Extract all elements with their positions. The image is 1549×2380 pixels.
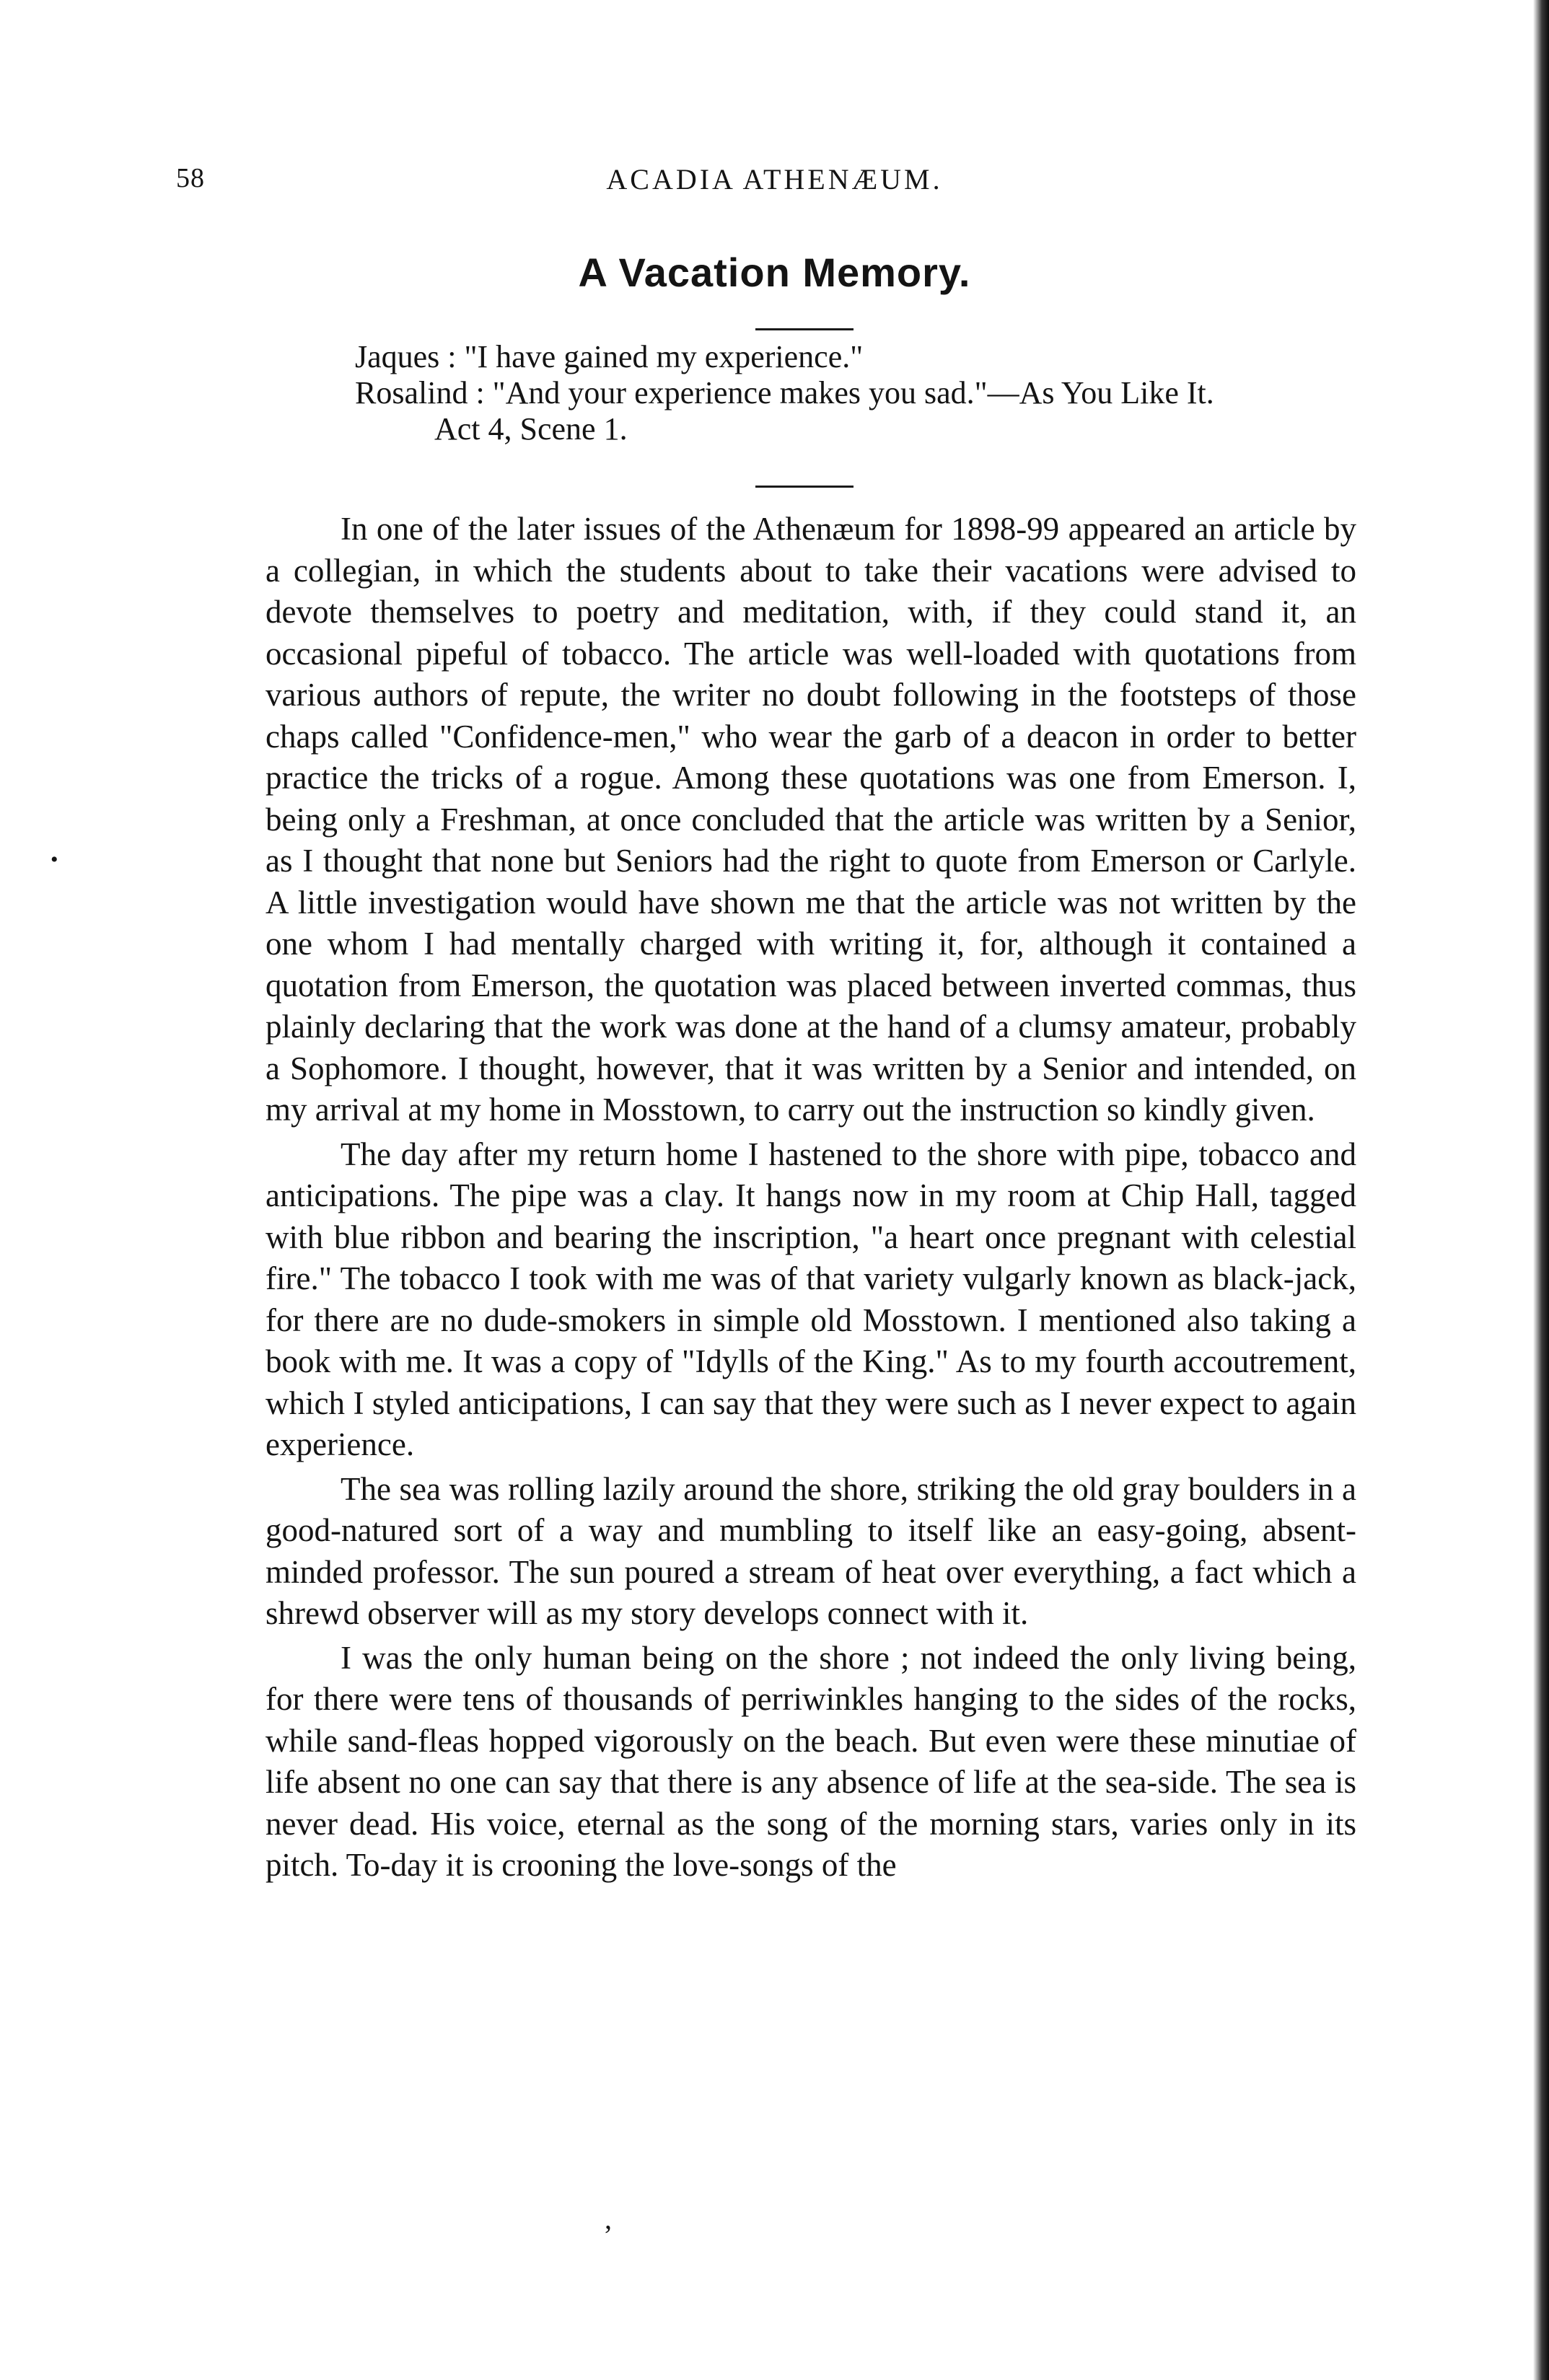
running-head: ACADIA ATHENÆUM.	[606, 163, 943, 196]
article-body	[266, 509, 1356, 1889]
paragraph: The sea was rolling lazily around the shore, striking the old gray boulders in a good-natured sort of a way and mumbling to itself like an easy-going, absent-minded professor. The sun poured a stream of heat over everything, a fact which a shrewd observer will as my story develops connect with it.	[266, 1470, 1356, 1631]
epigraph-line-jaques: Jaques : "I have gained my experience."	[355, 339, 864, 374]
article-title: A Vacation Memory.	[578, 250, 971, 295]
paragraph: The day after my return home I hastened to the shore with pipe, tobacco and anticipations. The pipe was a clay. It hangs now in my room at Chip Hall, tagged with blue ribbon and bearing the inscription, "a heart once pregnant with celestial fire." The tobacco I took with me was of that variety vulgarly known as black-jack, for there are no dude-smokers in simple old Mosstown. I mentioned also taking a book with me. It was a copy of "Idylls of the King." As to my fourth accoutrement, which I styled anticipations, I can say that they were such as I never expect to again experience.	[266, 1136, 1356, 1462]
epigraph-rule	[755, 486, 854, 488]
epigraph	[355, 339, 1365, 447]
epigraph-line-rosalind: Rosalind : "And your experience makes you sad."—As You Like It.	[355, 375, 1214, 410]
epigraph-citation: Act 4, Scene 1.	[434, 411, 628, 447]
bottom-mark: ,	[605, 2203, 612, 2235]
title-rule	[755, 328, 854, 330]
margin-mark: •	[51, 848, 58, 871]
paragraph: I was the only human being on the shore ; not indeed the only living being, for there were tens of thousands of perriwinkles hanging to the sides of the rocks, while sand-fleas hopped vigorously on the beach. But even were these minutiae of life absent no one can say that there is any absence of life at the sea-side. The sea is never dead. His voice, eternal as the song of the morning stars, varies only in its pitch. To-day it is crooning the love-songs of the	[266, 1639, 1356, 1883]
page-edge-shadow	[1533, 0, 1549, 2380]
paragraph: In one of the later issues of the Athenæum for 1898-99 appeared an article by a collegian, in which the students about to take their vacations were advised to devote themselves to poetry and meditation, with, if they could stand it, an occasional pipeful of tobacco. The article was well-loaded with quotations from various authors of repute, the writer no doubt following in the footsteps of those chaps called "Confidence-men," who wear the garb of a deacon in order to better practice the tricks of a rogue. Among these quotations was one from Emerson. I, being only a Freshman, at once concluded that the article was written by a Senior, as I thought that none but Seniors had the right to quote from Emerson or Carlyle. A little investigation would have shown me that the article was not written by the one whom I had mentally charged with writing it, for, although it contained a quotation from Emerson, the quotation was placed between inverted commas, thus plainly declaring that the work was done at the hand of a clumsy amateur, probably a Sophomore. I thought, however, that it was written by a Senior and intended, on my arrival at my home in Mosstown, to carry out the instruction so kindly given.	[266, 511, 1356, 1128]
page-number: 58	[176, 163, 205, 193]
